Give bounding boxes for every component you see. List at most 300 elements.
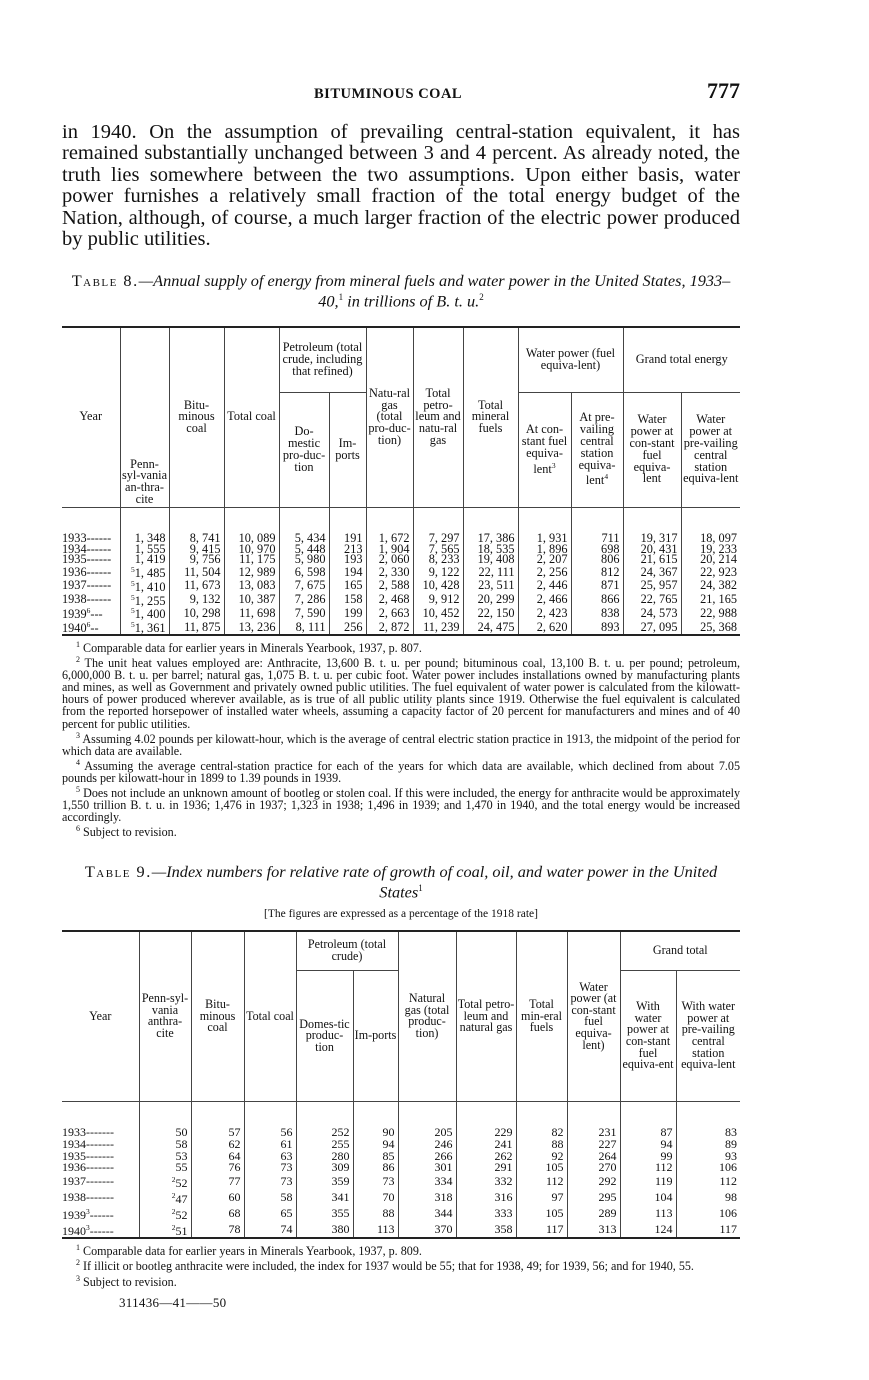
cell-value: 359 [331,1174,350,1189]
t8-head-water-constant: At con-stant fuel equiva-lent$^3$ [518,392,571,507]
table-cell [516,1222,567,1239]
spacer-cell [120,507,169,533]
cell-value: 2, 330 [378,564,410,579]
footnote-mark: 5 [131,564,135,574]
cell-value: 64 [228,1148,241,1163]
cell-value: 2, 872 [378,619,410,634]
cell-value: 52 [175,1207,188,1222]
table-cell [296,1190,353,1206]
cell-value: 838 [601,605,620,620]
table-cell [191,1206,244,1222]
cell-value: 2, 423 [536,605,568,620]
cell-value: 1, 931 [536,530,568,545]
t9-head-water-power: Water power (at con-stant fuel equiva-lent) [567,931,620,1102]
t8-head-natural-gas: Natu-ral gas (total pro-duc-tion) [366,327,413,508]
table-cell [567,1222,620,1239]
cell-value: 280 [331,1148,350,1163]
t8-head-anthracite: Penn-syl-vania an-thra-cite [120,327,169,508]
footnote-mark: 5 [76,785,80,795]
page-number: 777 [707,78,740,103]
cell-value: 318 [434,1189,453,1204]
table-cell [329,565,366,579]
table-row [62,620,740,635]
cell-value: 7, 565 [428,541,460,556]
table-cell [366,620,413,635]
table-cell [191,1190,244,1206]
table-cell [413,579,463,593]
table-row [62,565,740,579]
leader-dots: ------- [86,1189,114,1204]
year-label: 1934 [62,541,87,556]
table-cell [224,606,279,620]
footnote [62,730,740,757]
footnote-mark: 5 [131,578,135,588]
cell-value: 13, 083 [238,578,276,593]
cell-value: 893 [601,619,620,634]
footnote-text: Does not include an unknown amount of bootleg or stolen coal. If this were included, the energy for anthracite would be approximately 1,550 trillion B. t. u. in 1936; 1,476 in 1937; 1,323 in 1938; 1,496 in 1939; and 1,470 in 1940, and the total energy would be increased accordingly. [62,786,740,825]
table-cell [463,579,518,593]
table-cell [398,1162,456,1174]
spacer-cell [329,507,366,533]
cell-value: 20, 431 [640,541,678,556]
table-cell [463,593,518,607]
cell-value: 19, 317 [640,530,678,545]
cell-value: 10, 298 [183,605,221,620]
cell-value: 94 [660,1136,673,1151]
year-cell [62,1206,139,1222]
table9-footnotes [62,1242,740,1287]
table-cell [139,1162,191,1174]
cell-value: 76 [228,1160,241,1175]
table-cell [413,565,463,579]
year-label: 1939 [62,1207,86,1222]
spacer-cell [62,1101,139,1127]
t8-head-imports: Im-ports [329,392,366,507]
table-cell [676,1174,740,1190]
footnote-text: If illicit or bootleg anthracite were included, the index for 1937 would be 55; that for 1938, 49; for 1939, 56; and for 1940, 55. [80,1259,694,1274]
cell-value: 105 [545,1205,564,1220]
cell-value: 93 [725,1148,738,1163]
footnote-text: Subject to revision. [80,1274,177,1289]
cell-value: 246 [434,1136,453,1151]
table-cell [191,1222,244,1239]
footnote-mark: 6 [86,620,91,630]
t8-head-grand-prevailing: Water power at pre-vailing central station equiva-lent [681,392,740,507]
table-cell [191,1162,244,1174]
cell-value: 2, 060 [378,552,410,567]
cell-value: 20, 299 [477,592,515,607]
cell-value: 227 [598,1136,617,1151]
table-row [62,554,740,565]
cell-value: 2, 620 [536,619,568,634]
table-cell [456,1222,516,1239]
cell-value: 10, 452 [422,605,460,620]
table-cell [681,606,740,620]
cell-value: 56 [280,1124,293,1139]
t9-head-anthracite: Penn-syl-vania anthra-cite [139,931,191,1102]
table-cell [139,1190,191,1206]
cell-value: 98 [725,1189,738,1204]
cell-value: 5, 448 [294,541,326,556]
cell-value: 301 [434,1160,453,1175]
year-label: 1938 [62,592,87,607]
cell-value: 106 [719,1205,738,1220]
table-cell [169,620,224,635]
cell-value: 199 [344,605,363,620]
cell-value: 25, 368 [700,619,737,634]
table-cell [120,606,169,620]
cell-value: 2, 256 [536,564,568,579]
cell-value: 6, 598 [294,564,326,579]
footnote-mark: 3 [86,1206,90,1216]
cell-value: 68 [228,1205,241,1220]
cell-value: 5, 434 [294,530,326,545]
footnote-mark: 2 [171,1175,176,1185]
document-page [62,78,740,1311]
table-cell [516,1174,567,1190]
table-cell [224,620,279,635]
table-cell [169,579,224,593]
cell-value: 63 [280,1148,293,1163]
table-cell [353,1222,398,1239]
cell-value: 85 [382,1148,395,1163]
table-row [62,1139,740,1151]
cell-value: 333 [494,1205,513,1220]
footnote-mark: 3 [76,730,80,740]
cell-value: 117 [545,1221,564,1236]
table-row [62,1151,740,1163]
cell-value: 812 [601,564,620,579]
table-cell [516,1162,567,1174]
cell-value: 1, 410 [134,579,166,594]
table-row [62,579,740,593]
table-cell [398,1222,456,1239]
cell-value: 292 [598,1174,617,1189]
cell-value: 105 [545,1160,564,1175]
leader-dots: ------- [86,1148,114,1163]
footnote-mark: 2 [76,1258,80,1268]
cell-value: 11, 875 [184,619,221,634]
spacer-cell [279,507,329,533]
cell-value: 24, 573 [640,605,678,620]
t8-head-total-petroleum: Total petro-leum and natu-ral gas [413,327,463,508]
year-label: 1933 [62,530,87,545]
cell-value: 7, 286 [294,592,326,607]
table-cell [169,565,224,579]
cell-value: 113 [654,1205,673,1220]
table-cell [456,1174,516,1190]
year-cell [62,579,120,593]
t9-head-total-mineral: Total min-eral fuels [516,931,567,1102]
footnote-mark: 1 [76,639,80,649]
footnote [62,1242,740,1257]
table8-body [62,507,740,635]
cell-value: 90 [382,1124,395,1139]
spacer-cell [676,1101,740,1127]
year-label: 1940 [62,621,87,636]
cell-value: 1, 896 [536,541,568,556]
cell-value: 711 [601,530,620,545]
spacer-cell [518,507,571,533]
table8-footnotes [62,639,740,839]
t9-head-total-petroleum: Total petro-leum and natural gas [456,931,516,1102]
cell-value: 291 [494,1160,513,1175]
table-cell [139,1174,191,1190]
cell-value: 11, 698 [239,605,276,620]
cell-value: 229 [494,1124,513,1139]
table-cell [169,606,224,620]
year-label: 1935 [62,1148,86,1163]
t8-head-grand-total: Grand total energy [623,327,740,393]
cell-value: 158 [344,592,363,607]
table-cell [366,606,413,620]
cell-value: 10, 089 [238,530,276,545]
table-cell [169,554,224,565]
cell-value: 358 [494,1221,513,1236]
table-cell [676,1162,740,1174]
table-cell [279,593,329,607]
footnote-mark: 5 [131,606,135,616]
footnote [62,1273,740,1288]
leader-dots: ------- [86,1124,114,1139]
table-cell [463,606,518,620]
body-paragraph: in 1940. On the assumption of prevailing central-station equivalent, it has remained substantially unchanged between 3 and 4 percent. As already noted, the truth lies somewhere between the two assumptions. Upon either basis, water power furnishes a relatively small fraction of the total energy budget of the Nation, although, of course, a much larger fraction of the electric power produced by public utilities. [62,121,740,251]
cell-value: 1, 400 [134,607,166,622]
table9-label: Table 9. [84,861,152,881]
t9-head-grand-prevailing: With water power at pre-vailing central station equiva-lent [676,970,740,1101]
cell-value: 1, 904 [378,541,410,556]
cell-value: 241 [494,1136,513,1151]
footnote-mark: 1 [76,1243,80,1253]
table8 [62,326,740,636]
cell-value: 82 [551,1124,564,1139]
t9-head-natural-gas: Natural gas (total produc-tion) [398,931,456,1102]
cell-value: 270 [598,1160,617,1175]
table-cell [620,1162,676,1174]
table9-body [62,1101,740,1238]
table9-note: [The figures are expressed as a percentage of the 1918 rate] [264,907,538,920]
leader-dots: ------ [86,541,112,556]
cell-value: 73 [280,1160,293,1175]
cell-value: 1, 255 [134,593,166,608]
table-cell [620,1190,676,1206]
table-row [62,1206,740,1222]
cell-value: 88 [551,1136,564,1151]
table-cell [244,1206,296,1222]
cell-value: 8, 741 [189,530,221,545]
leader-dots: ------- [86,1174,114,1189]
table-cell [463,620,518,635]
table-cell [567,1206,620,1222]
cell-value: 9, 132 [189,592,221,607]
cell-value: 355 [331,1205,350,1220]
cell-value: 1, 485 [134,566,166,581]
cell-value: 8, 233 [428,552,460,567]
table9 [62,930,740,1239]
t8-head-bituminous: Bitu-minous coal [169,327,224,508]
cell-value: 94 [382,1136,395,1151]
cell-value: 25, 957 [640,578,678,593]
leader-dots: ------ [86,552,112,567]
t8-head-water-power: Water power (fuel equiva-lent) [518,327,623,393]
table-cell [567,1162,620,1174]
table-cell [366,554,413,565]
cell-value: 22, 150 [477,605,515,620]
leader-dots: ------- [86,1136,114,1151]
cell-value: 313 [598,1221,617,1236]
table-cell [120,565,169,579]
spacer-cell [516,1101,567,1127]
year-label: 1938 [62,1189,86,1204]
cell-value: 1, 348 [134,530,166,545]
table-cell [518,565,571,579]
footnote-mark: 4 [76,757,80,767]
cell-value: 10, 970 [238,541,276,556]
cell-value: 47 [175,1191,188,1206]
spacer-row [62,1101,740,1127]
table-cell [518,606,571,620]
spacer-cell [191,1101,244,1127]
table-cell [413,606,463,620]
table-cell [620,1222,676,1239]
leader-dots: ------- [86,1160,114,1175]
cell-value: 1, 419 [134,552,166,567]
table-cell [516,1190,567,1206]
cell-value: 50 [175,1124,188,1139]
cell-value: 2, 588 [378,578,410,593]
spacer-cell [169,507,224,533]
cell-value: 8, 111 [295,619,326,634]
cell-value: 9, 122 [428,564,460,579]
cell-value: 11, 504 [184,564,221,579]
table-cell [456,1162,516,1174]
table-cell [623,593,681,607]
cell-value: 51 [175,1223,188,1238]
cell-value: 12, 989 [238,564,276,579]
cell-value: 205 [434,1124,453,1139]
table-cell [413,620,463,635]
leader-dots: -- [90,621,99,636]
footnote [62,823,740,838]
year-label: 1935 [62,552,87,567]
table-cell [398,1190,456,1206]
cell-value: 344 [434,1205,453,1220]
spacer-cell [139,1101,191,1127]
table-cell [120,579,169,593]
cell-value: 7, 675 [294,578,326,593]
cell-value: 119 [654,1174,673,1189]
cell-value: 21, 615 [640,552,678,567]
table-cell [413,593,463,607]
table-cell [623,565,681,579]
table-cell [224,579,279,593]
footnote [62,784,740,823]
cell-value: 117 [719,1221,738,1236]
leader-dots: ------ [86,592,112,607]
year-label: 1940 [62,1223,86,1238]
cell-value: 70 [382,1189,395,1204]
cell-value: 22, 923 [700,564,737,579]
table-cell [279,579,329,593]
table-cell [224,565,279,579]
cell-value: 74 [280,1221,293,1236]
table-cell [329,620,366,635]
spacer-row [62,507,740,533]
footnote [62,757,740,784]
cell-value: 112 [545,1174,564,1189]
cell-value: 11, 673 [184,578,221,593]
t9-head-year: Year [62,931,139,1102]
cell-value: 53 [175,1148,188,1163]
cell-value: 193 [344,552,363,567]
table-cell [681,554,740,565]
cell-value: 866 [601,592,620,607]
cell-value: 1, 361 [134,621,166,636]
year-label: 1937 [62,1174,86,1189]
cell-value: 73 [382,1174,395,1189]
table-cell [139,1222,191,1239]
table-cell [366,565,413,579]
table-cell [169,593,224,607]
table-cell [676,1206,740,1222]
spacer-cell [567,1101,620,1127]
table-cell [681,620,740,635]
cell-value: 309 [331,1160,350,1175]
running-header [62,78,740,112]
table-cell [279,554,329,565]
cell-value: 1, 555 [134,541,166,556]
cell-value: 106 [719,1160,738,1175]
cell-value: 73 [280,1174,293,1189]
year-label: 1936 [62,564,87,579]
t8-head-petroleum: Petroleum (total crude, including that refined) [279,327,366,393]
table8-caption-text: —Annual supply of energy from mineral fuels and water power in the United States, 1933–40, [138,271,731,311]
cell-value: 2, 663 [378,605,410,620]
table-cell [296,1206,353,1222]
t8-head-water-prevailing: At pre-vailing central station equiva-lent$^4$ [571,392,623,507]
table-cell [244,1190,296,1206]
year-cell [62,565,120,579]
spacer-cell [463,507,518,533]
cell-value: 19, 408 [477,552,515,567]
spacer-cell [623,507,681,533]
footnote-mark: 5 [131,592,135,602]
cell-value: 112 [654,1160,673,1175]
table-cell [571,579,623,593]
footnote-mark: 6 [86,606,91,616]
cell-value: 9, 756 [189,552,221,567]
cell-value: 2, 446 [536,578,568,593]
cell-value: 89 [725,1136,738,1151]
table-row [62,1127,740,1139]
table-cell [676,1190,740,1206]
footnote-text: Comparable data for earlier years in Minerals Yearbook, 1937, p. 807. [80,640,422,655]
cell-value: 1, 672 [378,530,410,545]
cell-value: 87 [660,1124,673,1139]
cell-value: 19, 233 [700,541,737,556]
spacer-cell [456,1101,516,1127]
table-cell [567,1190,620,1206]
year-cell [62,593,120,607]
cell-value: 370 [434,1221,453,1236]
table-cell [398,1206,456,1222]
footnote-mark: 6 [76,824,80,834]
spacer-cell [62,507,120,533]
table-row [62,1222,740,1239]
t8-head-grand-constant: Water power at con-stant fuel equiva-lent [623,392,681,507]
footnote-mark: 2 [76,655,80,665]
table-cell [139,1206,191,1222]
